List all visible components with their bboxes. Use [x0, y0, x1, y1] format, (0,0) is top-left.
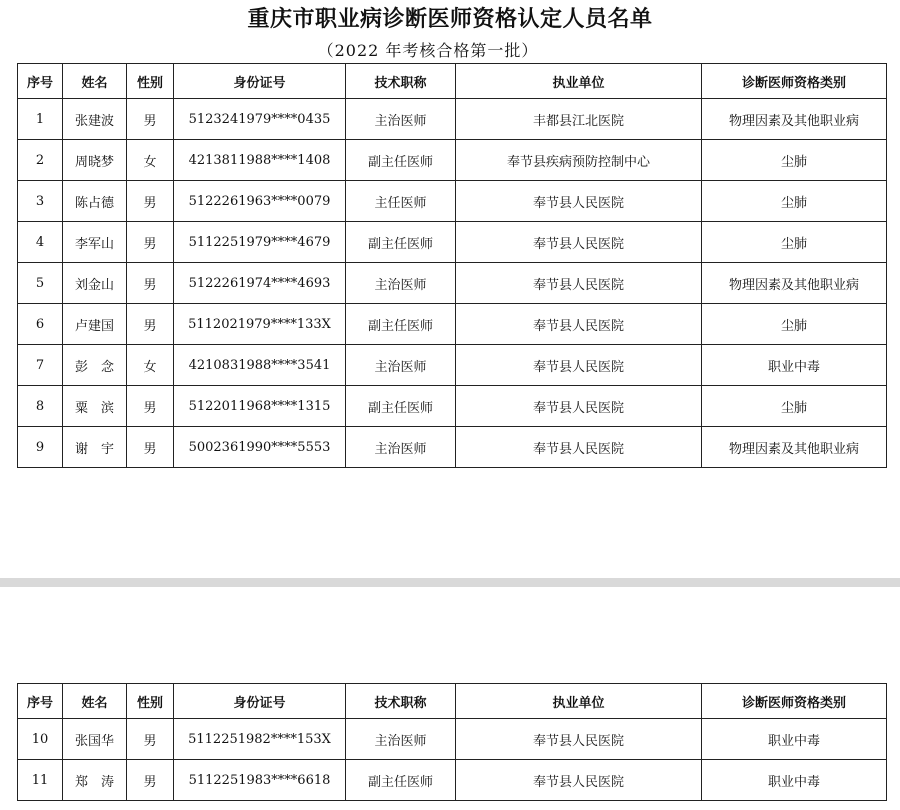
cell-index: 1 [18, 99, 63, 140]
cell-qualification: 物理因素及其他职业病 [702, 99, 887, 140]
cell-name: 陈占德 [63, 181, 127, 222]
cell-qualification: 尘肺 [702, 304, 887, 345]
cell-name: 谢 宇 [63, 427, 127, 468]
cell-title: 副主任医师 [346, 386, 456, 427]
cell-id-number: 5112251982****153X [174, 719, 346, 760]
cell-qualification: 物理因素及其他职业病 [702, 263, 887, 304]
cell-gender: 男 [127, 760, 174, 801]
cell-gender: 男 [127, 304, 174, 345]
cell-employer: 奉节县人民医院 [456, 181, 702, 222]
header-id-number: 身份证号 [174, 64, 346, 99]
cell-employer: 丰都县江北医院 [456, 99, 702, 140]
cell-id-number: 5122011968****1315 [174, 386, 346, 427]
cell-gender: 男 [127, 719, 174, 760]
cell-gender: 女 [127, 345, 174, 386]
page-separator [0, 578, 900, 587]
table-row [18, 345, 887, 386]
document-title: 重庆市职业病诊断医师资格认定人员名单 [247, 6, 653, 32]
cell-title: 主任医师 [346, 181, 456, 222]
roster-table-page-1 [17, 63, 887, 468]
header-gender: 性别 [127, 64, 174, 99]
header-qualification: 诊断医师资格类别 [702, 64, 887, 99]
cell-employer: 奉节县人民医院 [456, 386, 702, 427]
cell-index: 2 [18, 140, 63, 181]
header-employer: 执业单位 [456, 64, 702, 99]
cell-index: 3 [18, 181, 63, 222]
cell-name: 彭 念 [63, 345, 127, 386]
header-employer: 执业单位 [456, 684, 702, 719]
table-row [18, 181, 887, 222]
cell-employer: 奉节县人民医院 [456, 222, 702, 263]
cell-employer: 奉节县人民医院 [456, 760, 702, 801]
cell-title: 主治医师 [346, 99, 456, 140]
header-title: 技术职称 [346, 64, 456, 99]
cell-qualification: 尘肺 [702, 222, 887, 263]
cell-gender: 男 [127, 181, 174, 222]
header-name: 姓名 [63, 64, 127, 99]
cell-qualification: 职业中毒 [702, 760, 887, 801]
cell-qualification: 尘肺 [702, 181, 887, 222]
cell-employer: 奉节县人民医院 [456, 427, 702, 468]
cell-gender: 男 [127, 99, 174, 140]
document-subtitle: （2022 年考核合格第一批） [317, 41, 539, 60]
cell-id-number: 5112251983****6618 [174, 760, 346, 801]
cell-id-number: 5112251979****4679 [174, 222, 346, 263]
cell-id-number: 5123241979****0435 [174, 99, 346, 140]
cell-name: 周晓梦 [63, 140, 127, 181]
cell-id-number: 4213811988****1408 [174, 140, 346, 181]
header-index: 序号 [18, 684, 63, 719]
cell-title: 主治医师 [346, 263, 456, 304]
cell-gender: 男 [127, 386, 174, 427]
header-qualification: 诊断医师资格类别 [702, 684, 887, 719]
cell-name: 粟 滨 [63, 386, 127, 427]
table-row [18, 263, 887, 304]
cell-index: 7 [18, 345, 63, 386]
header-id-number: 身份证号 [174, 684, 346, 719]
cell-name: 刘金山 [63, 263, 127, 304]
cell-gender: 男 [127, 222, 174, 263]
cell-index: 9 [18, 427, 63, 468]
cell-id-number: 4210831988****3541 [174, 345, 346, 386]
table-row [18, 140, 887, 181]
cell-index: 11 [18, 760, 63, 801]
cell-employer: 奉节县人民医院 [456, 719, 702, 760]
cell-qualification: 尘肺 [702, 386, 887, 427]
cell-name: 张国华 [63, 719, 127, 760]
cell-id-number: 5122261974****4693 [174, 263, 346, 304]
cell-index: 10 [18, 719, 63, 760]
cell-qualification: 职业中毒 [702, 719, 887, 760]
cell-employer: 奉节县疾病预防控制中心 [456, 140, 702, 181]
cell-name: 张建波 [63, 99, 127, 140]
cell-employer: 奉节县人民医院 [456, 304, 702, 345]
cell-title: 主治医师 [346, 719, 456, 760]
cell-id-number: 5002361990****5553 [174, 427, 346, 468]
cell-title: 副主任医师 [346, 222, 456, 263]
cell-employer: 奉节县人民医院 [456, 263, 702, 304]
cell-qualification: 尘肺 [702, 140, 887, 181]
roster-table-page-2 [17, 683, 887, 801]
cell-title: 副主任医师 [346, 304, 456, 345]
header-title: 技术职称 [346, 684, 456, 719]
cell-gender: 男 [127, 263, 174, 304]
table-row [18, 386, 887, 427]
cell-gender: 男 [127, 427, 174, 468]
table-header-row [18, 684, 887, 719]
cell-name: 李军山 [63, 222, 127, 263]
cell-employer: 奉节县人民医院 [456, 345, 702, 386]
table-header-row [18, 64, 887, 99]
cell-name: 卢建国 [63, 304, 127, 345]
cell-title: 主治医师 [346, 427, 456, 468]
table-row [18, 222, 887, 263]
cell-id-number: 5112021979****133X [174, 304, 346, 345]
table-row [18, 99, 887, 140]
cell-index: 5 [18, 263, 63, 304]
header-index: 序号 [18, 64, 63, 99]
cell-qualification: 职业中毒 [702, 345, 887, 386]
table-row [18, 760, 887, 801]
cell-index: 4 [18, 222, 63, 263]
cell-title: 副主任医师 [346, 140, 456, 181]
cell-gender: 女 [127, 140, 174, 181]
header-gender: 性别 [127, 684, 174, 719]
cell-index: 8 [18, 386, 63, 427]
cell-title: 主治医师 [346, 345, 456, 386]
cell-qualification: 物理因素及其他职业病 [702, 427, 887, 468]
cell-index: 6 [18, 304, 63, 345]
table-row [18, 719, 887, 760]
table-row [18, 427, 887, 468]
cell-name: 郑 涛 [63, 760, 127, 801]
cell-id-number: 5122261963****0079 [174, 181, 346, 222]
table-row [18, 304, 887, 345]
header-name: 姓名 [63, 684, 127, 719]
cell-title: 副主任医师 [346, 760, 456, 801]
